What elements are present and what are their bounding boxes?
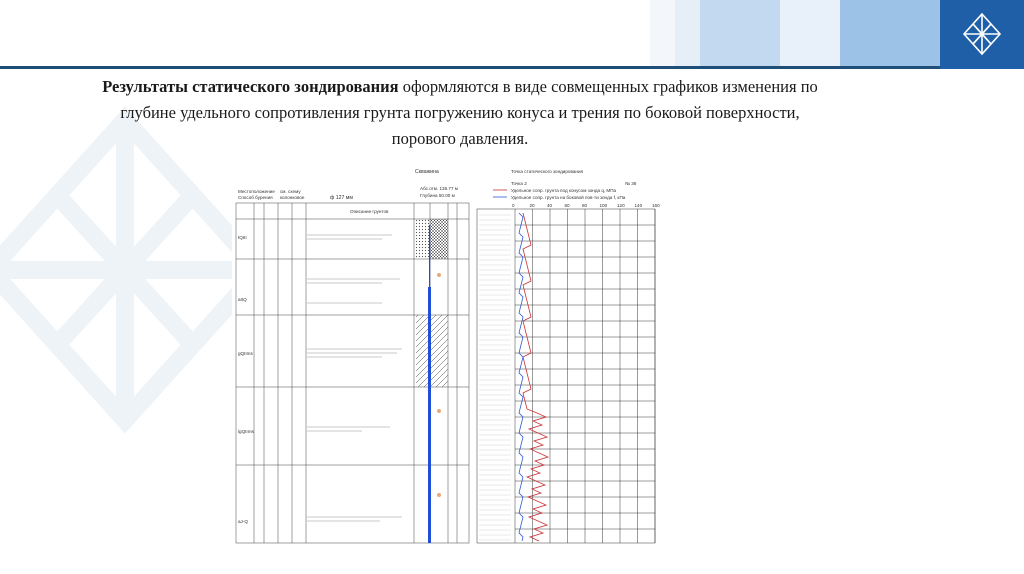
caption-text: оформляются в виде совмещенных графиков изменения по глубине удельного сопротивления грунта погружению конуса и трения по боковой поверхности, порового давления.	[120, 77, 818, 148]
borehole-method-value: колонковое	[280, 195, 305, 200]
slide-header	[0, 0, 1024, 66]
borehole-location-value: см. схему	[280, 189, 301, 194]
axis-tick-label: 0	[512, 203, 515, 208]
axis-tick-label: 40	[547, 203, 553, 208]
axis-tick-labels	[512, 203, 660, 208]
borehole-column-heading: Описание грунтов	[350, 209, 389, 214]
lithology-fill-1	[414, 219, 430, 259]
sounding-title: Точка статического зондирования	[511, 169, 584, 174]
layer-code-1: tQIII	[238, 235, 247, 240]
lithology-fill-2	[430, 219, 448, 259]
axis-tick-label: 60	[564, 203, 570, 208]
layer-code-2: aIIQ	[238, 297, 247, 302]
axis-tick-label: 20	[529, 203, 535, 208]
layer-code-4: lgQIIms	[238, 429, 254, 434]
sounding-resistance-legend: Удельное сопр. грунта под конусом зонда q, МПа	[511, 188, 617, 193]
borehole-method-label: Способ бурения	[238, 195, 273, 200]
axis-tick-label: 120	[617, 203, 625, 208]
borehole-log-sheet	[232, 165, 475, 545]
header-block-3	[780, 0, 840, 66]
diamond-mesh-icon	[940, 0, 1024, 69]
casing-bar	[428, 287, 431, 543]
header-block-2	[700, 0, 780, 66]
header-block-4	[840, 0, 940, 66]
lithology-fill-4	[416, 315, 429, 387]
sounding-point-number: № 36	[625, 181, 637, 186]
logo	[940, 0, 1024, 69]
borehole-diameter: ф 127 мм	[330, 195, 353, 201]
header-block-light	[650, 0, 675, 66]
caption-bold: Результаты статического зондирования	[102, 77, 399, 96]
borehole-depth: Глубина 50.00 м	[420, 193, 455, 198]
sounding-point: Точка 2	[511, 181, 527, 186]
borehole-location-label: Местоположение	[238, 189, 275, 194]
borehole-title: Скважина	[415, 169, 439, 175]
axis-tick-label: 140	[634, 203, 643, 208]
axis-tick-label: 160	[652, 203, 660, 208]
header-rule	[0, 66, 940, 69]
sounding-friction-legend: Удельное сопр. грунта на боковой пов-ти зонда f, кПа	[511, 195, 626, 200]
layer-code-5: aJ-Q	[238, 519, 248, 524]
lithology-fill-3	[430, 315, 448, 387]
header-block-1	[675, 0, 700, 66]
layer-code-3: gQIIms	[238, 351, 253, 356]
slide-caption	[90, 74, 830, 152]
casing-bar-top	[429, 225, 430, 287]
axis-tick-label: 80	[582, 203, 588, 208]
axis-tick-label: 100	[599, 203, 608, 208]
borehole-abs-mark: Абс.отм. 136.77 м	[420, 186, 458, 191]
sounding-chart-sheet	[475, 165, 660, 545]
